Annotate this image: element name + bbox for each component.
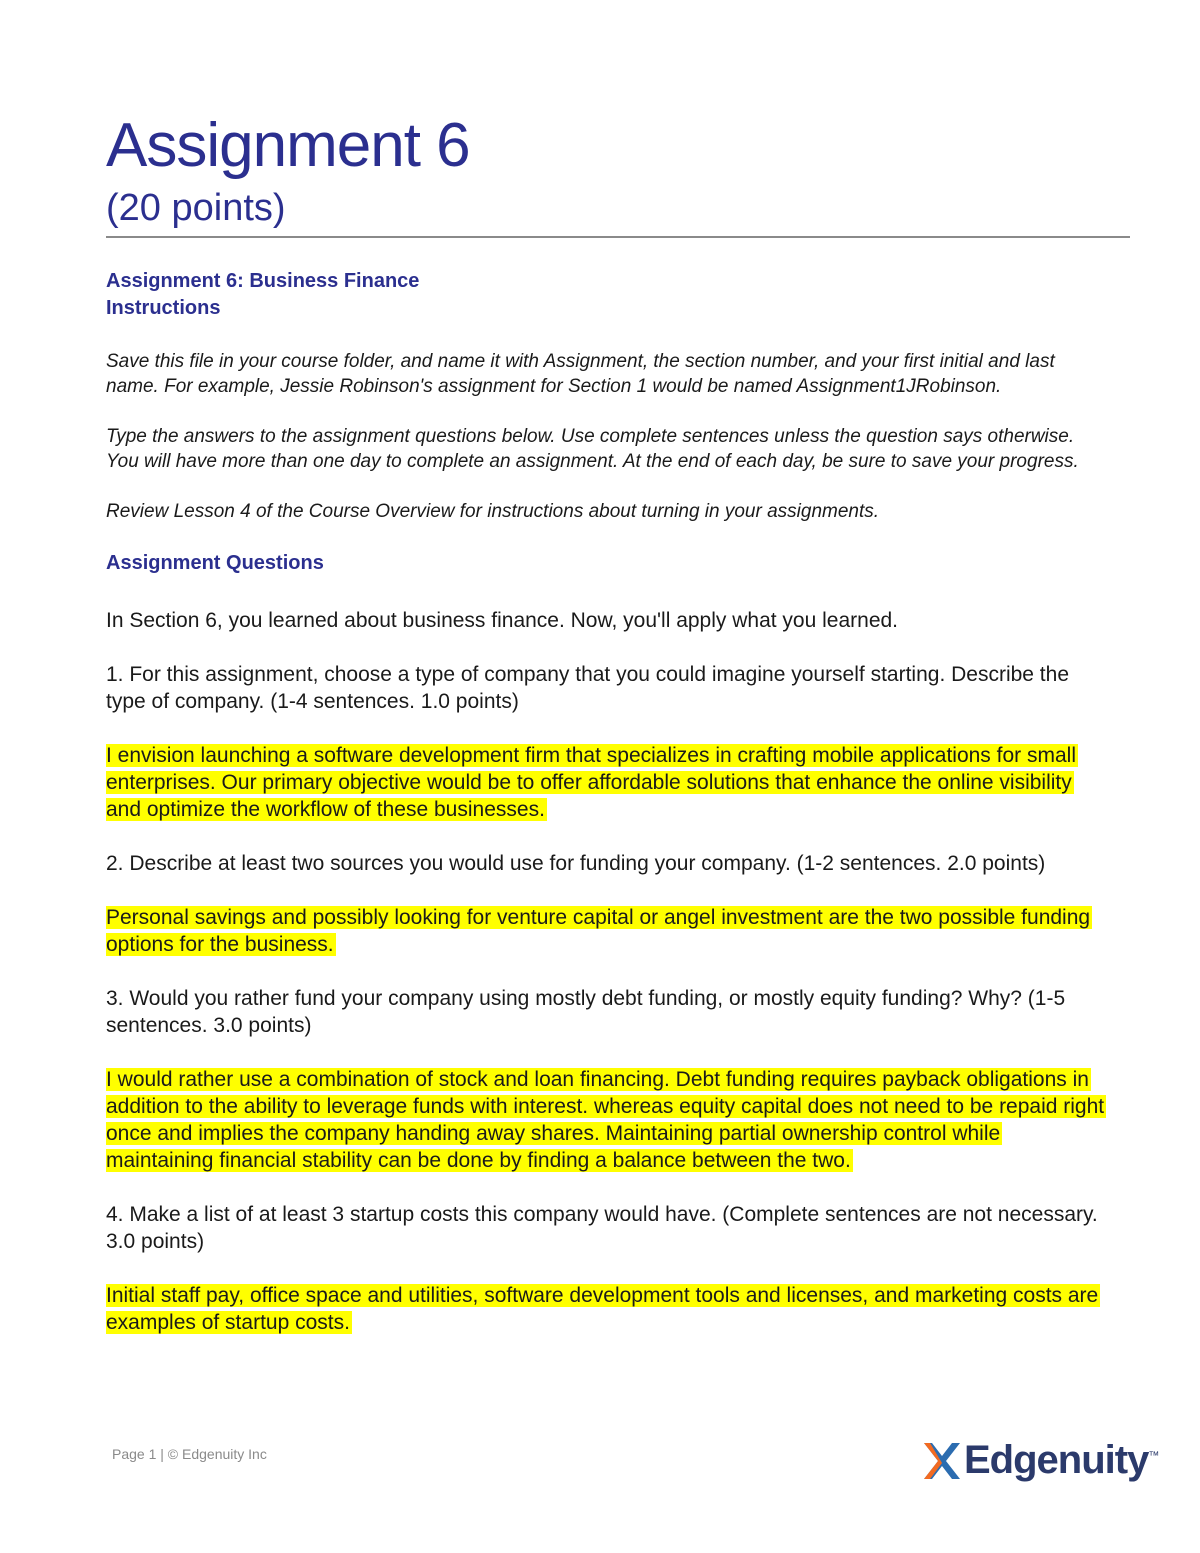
question-2: 2. Describe at least two sources you would use for funding your company. (1-2 sentences. 2.0 points) xyxy=(106,852,1046,875)
edgenuity-x-icon xyxy=(920,1439,962,1483)
header-divider xyxy=(106,236,1130,238)
page-title: Assignment 6 xyxy=(106,111,470,180)
answer-1 xyxy=(106,742,1106,823)
assignment-heading: Assignment 6: Business Finance xyxy=(106,270,420,292)
highlighted-answer-text: Initial staff pay, office space and utilities, software development tools and licenses, and marketing costs are examples of startup costs. xyxy=(106,1284,1099,1334)
instructions-heading: Instructions xyxy=(106,297,221,319)
page-footer: Page 1 | © Edgenuity Inc xyxy=(112,1446,267,1462)
instruction-paragraph: Review Lesson 4 of the Course Overview for instructions about turning in your assignments. xyxy=(106,501,880,522)
answer-2 xyxy=(106,904,1106,958)
question-1: 1. For this assignment, choose a type of company that you could imagine yourself starting. Describe the type of company. (1-4 sentences. 1.0 points) xyxy=(106,663,1069,713)
question-4: 4. Make a list of at least 3 startup costs this company would have. (Complete sentences are not necessary. 3.0 points) xyxy=(106,1203,1098,1253)
question-3: 3. Would you rather fund your company using mostly debt funding, or mostly equity funding? Why? (1-5 sentences. 3.0 points) xyxy=(106,987,1066,1037)
highlighted-answer-text: Personal savings and possibly looking for venture capital or angel investment are the two possible funding options for the business. xyxy=(106,906,1091,956)
highlighted-answer-text: I envision launching a software development firm that specializes in crafting mobile applications for small enterprises. Our primary objective would be to offer affordable solutions that enhance the online visibility and optimize the workflow of these businesses. xyxy=(106,744,1076,821)
trademark-symbol: ™ xyxy=(1148,1450,1160,1462)
logo-wordmark: Edgenuity xyxy=(964,1438,1149,1482)
answer-3 xyxy=(106,1066,1106,1174)
edgenuity-logo xyxy=(920,1438,1159,1483)
highlighted-answer-text: I would rather use a combination of stock and loan financing. Debt funding requires payback obligations in addition to the ability to leverage funds with interest. whereas equity capital does not need to be repaid right once and implies the company handing away shares. Maintaining partial ownership control while maintaining financial stability can be done by finding a balance between the two. xyxy=(106,1068,1105,1172)
instruction-paragraph: Type the answers to the assignment questions below. Use complete sentences unless the question says otherwise. You will have more than one day to complete an assignment. At the end of each day, be sure to save your progress. xyxy=(106,426,1079,472)
questions-heading: Assignment Questions xyxy=(106,552,324,574)
document-body xyxy=(106,268,1106,1336)
answer-4 xyxy=(106,1282,1106,1336)
points-subtitle: (20 points) xyxy=(106,187,286,229)
section-intro: In Section 6, you learned about business finance. Now, you'll apply what you learned. xyxy=(106,609,899,632)
instruction-paragraph: Save this file in your course folder, and name it with Assignment, the section number, and your first initial and last name. For example, Jessie Robinson's assignment for Section 1 would be named Assignment1JRobinson. xyxy=(106,351,1055,397)
